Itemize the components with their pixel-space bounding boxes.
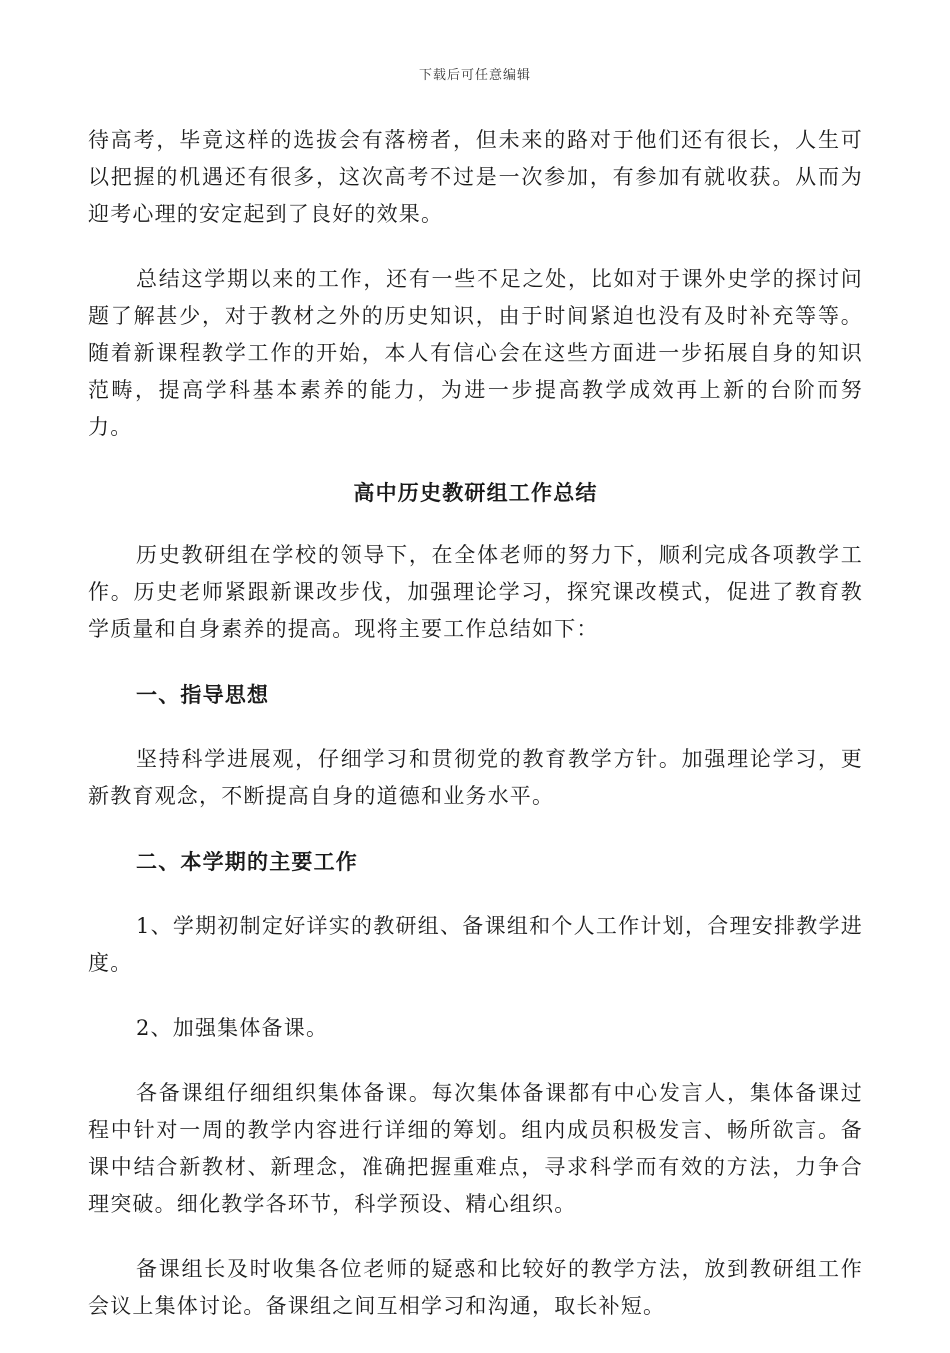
paragraph-summary-shortcomings: 总结这学期以来的工作，还有一些不足之处，比如对于课外史学的探讨问题了解甚少，对于教材之外的历史知识，由于时间紧迫也没有及时补充等等。随着新课程教学工作的开始，本人有信心会在这些方面进一步拓展自身的知识范畴，提高学科基本素养的能力，为进一步提高教学成效再上新的台阶而努力。 <box>88 267 863 439</box>
paragraph-collective-prep: 各备课组仔细组织集体备课。每次集体备课都有中心发言人，集体备课过程中针对一周的教学内容进行详细的筹划。组内成员积极发言、畅所欲言。备课中结合新教材、新理念，准确把握重难点，寻求科学而有效的方法，力争合理突破。细化教学各环节，科学预设、精心组织。 <box>88 1081 863 1216</box>
document-body <box>88 122 863 1353</box>
paragraph-group-leader: 备课组长及时收集各位老师的疑惑和比较好的教学方法，放到教研组工作会议上集体讨论。备课组之间互相学习和沟通，取长补短。 <box>88 1257 863 1318</box>
page-header: 下载后可任意编辑 <box>418 68 531 83</box>
paragraph-intro: 历史教研组在学校的领导下，在全体老师的努力下，顺利完成各项教学工作。历史老师紧跟新课改步伐，加强理论学习，探究课改模式，促进了教育教学质量和自身素养的提高。现将主要工作总结如下： <box>88 543 863 641</box>
paragraph-item-2: 2、加强集体备课。 <box>136 1016 329 1040</box>
paragraph-guiding-ideology: 坚持科学进展观，仔细学习和贯彻党的教育教学方针。加强理论学习，更新教育观念，不断提高自身的道德和业务水平。 <box>88 747 863 808</box>
section-heading-guiding-ideology: 一、指导思想 <box>136 682 270 707</box>
document-title: 高中历史教研组工作总结 <box>353 480 598 505</box>
paragraph-item-1: 1、学期初制定好详实的教研组、备课组和个人工作计划，合理安排教学进度。 <box>88 914 863 975</box>
section-heading-main-work: 二、本学期的主要工作 <box>136 849 358 874</box>
paragraph-continued: 待高考，毕竟这样的选拔会有落榜者，但未来的路对于他们还有很长，人生可以把握的机遇还有很多，这次高考不过是一次参加，有参加有就收获。从而为迎考心理的安定起到了良好的效果。 <box>88 128 863 226</box>
